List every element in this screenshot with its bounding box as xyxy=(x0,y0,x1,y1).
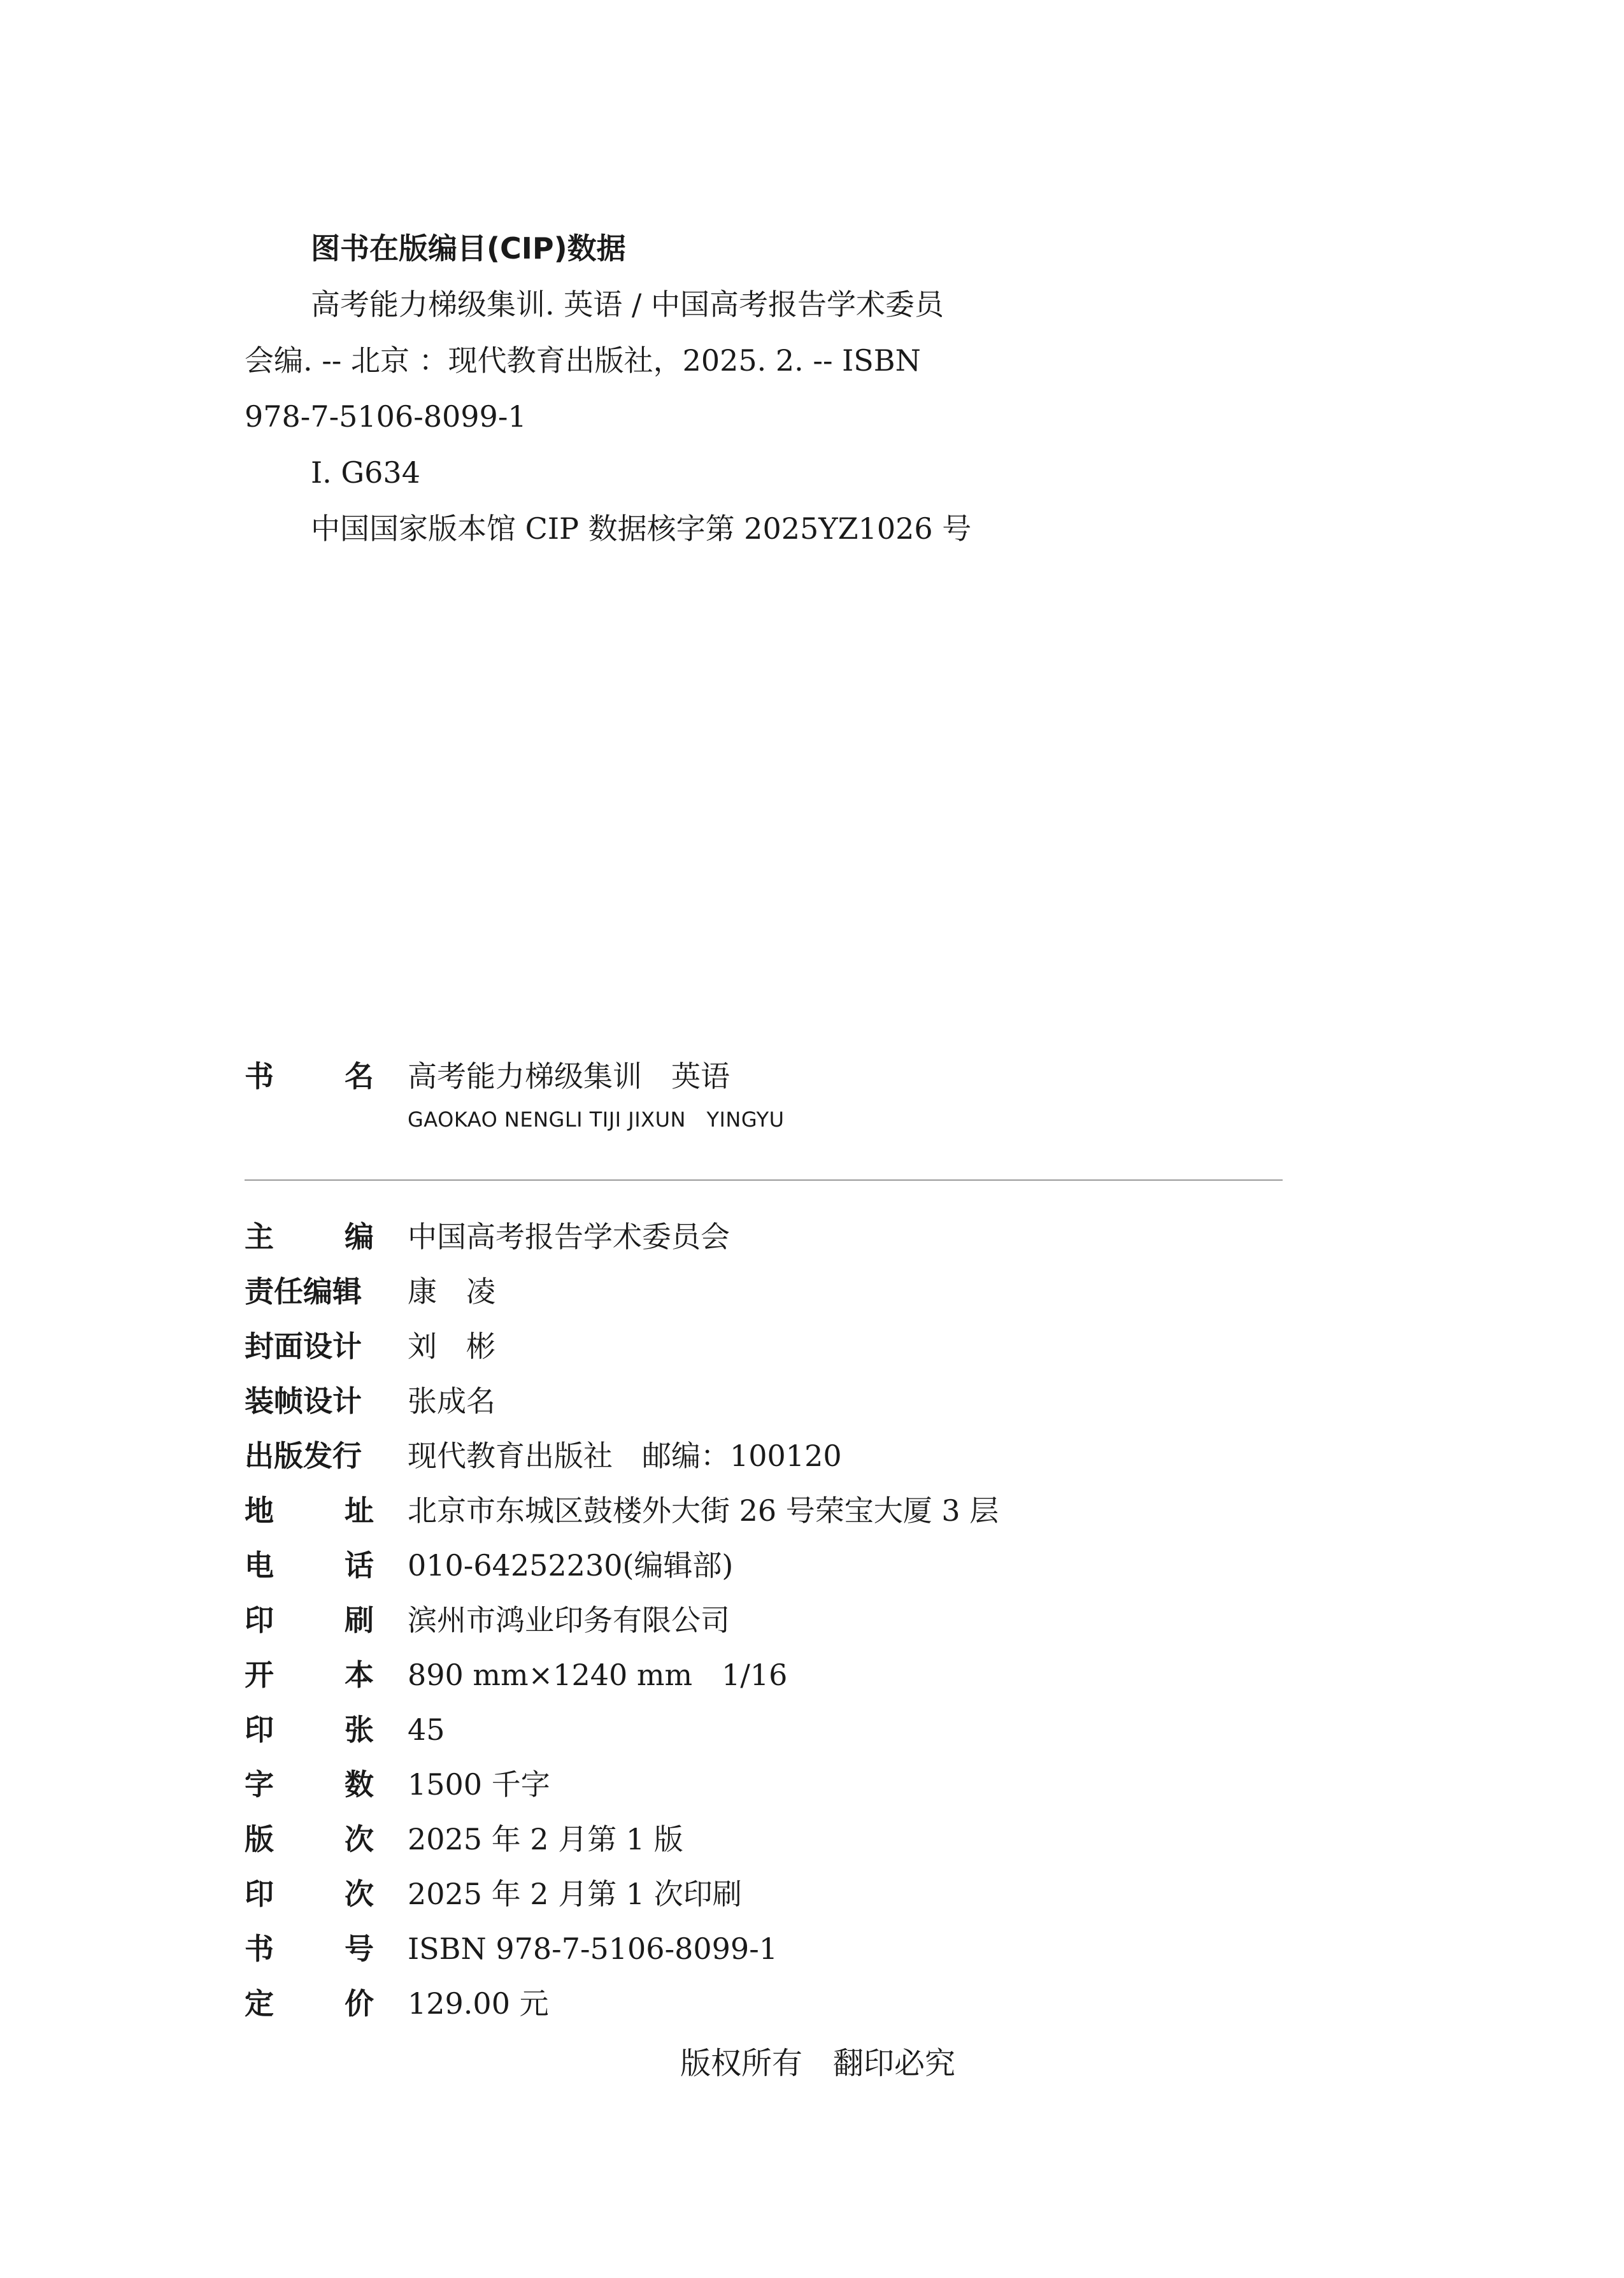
detail-row-address xyxy=(245,1491,1283,1530)
detail-value: 2025 年 2 月第 1 版 xyxy=(408,1822,683,1856)
label-char: 版 xyxy=(245,1822,274,1856)
label-char: 次 xyxy=(345,1877,374,1911)
detail-value: 中国高考报告学术委员会 xyxy=(408,1220,730,1254)
book-title: 高考能力梯级集训 英语 xyxy=(408,1059,730,1093)
detail-row-binding-design xyxy=(245,1382,1283,1420)
label-char: 印 xyxy=(245,1603,274,1637)
label-char: 编 xyxy=(345,1220,374,1254)
divider-line xyxy=(245,1179,1283,1181)
detail-value: 滨州市鸿业印务有限公司 xyxy=(408,1603,730,1637)
detail-value: 010-64252230(编辑部) xyxy=(408,1548,734,1583)
detail-row-publisher xyxy=(245,1437,1283,1475)
detail-value: 现代教育出版社 邮编：100120 xyxy=(408,1439,842,1473)
book-title-pinyin: GAOKAO NENGLI TIJI JIXUN YINGYU xyxy=(408,1107,785,1132)
detail-value: 北京市东城区鼓楼外大街 26 号荣宝大厦 3 层 xyxy=(408,1493,999,1528)
detail-value: 129.00 元 xyxy=(408,1986,549,2021)
detail-value: 890 mm×1240 mm 1/16 xyxy=(408,1658,788,1692)
detail-value: 张成名 xyxy=(408,1384,495,1418)
label-char: 刷 xyxy=(345,1603,374,1637)
label-char: 址 xyxy=(345,1493,374,1528)
label-char: 次 xyxy=(345,1822,374,1856)
detail-row-edition xyxy=(245,1820,1283,1858)
detail-label: 出版发行 xyxy=(245,1439,362,1473)
detail-value: 1500 千字 xyxy=(408,1767,550,1802)
label-char: 字 xyxy=(245,1767,274,1802)
label-char: 张 xyxy=(345,1712,374,1747)
detail-value: 2025 年 2 月第 1 次印刷 xyxy=(408,1877,742,1911)
detail-row-cover-design xyxy=(245,1327,1283,1365)
detail-value: ISBN 978-7-5106-8099-1 xyxy=(408,1932,778,1966)
detail-value: 45 xyxy=(408,1712,445,1747)
detail-row-printer xyxy=(245,1601,1283,1639)
detail-row-printing xyxy=(245,1875,1283,1913)
label-char: 数 xyxy=(345,1767,374,1802)
detail-label: 装帧设计 xyxy=(245,1384,362,1418)
cip-title: 图书在版编目(CIP)数据 xyxy=(311,231,626,266)
label-char: 书 xyxy=(245,1059,274,1093)
detail-value: 刘 彬 xyxy=(408,1329,495,1363)
cip-line-2: 会编. -- 北京 ：现代教育出版社，2025. 2. -- ISBN xyxy=(245,343,921,378)
detail-value: 康 凌 xyxy=(408,1274,495,1309)
detail-row-responsible-editor xyxy=(245,1272,1283,1311)
detail-row-phone xyxy=(245,1546,1283,1584)
label-char: 电 xyxy=(245,1548,274,1583)
label-char: 开 xyxy=(245,1658,274,1692)
label-char: 书 xyxy=(245,1932,274,1966)
detail-row-format xyxy=(245,1656,1283,1694)
cip-line-3: 978-7-5106-8099-1 xyxy=(245,399,527,434)
label-char: 本 xyxy=(345,1658,374,1692)
label-char: 名 xyxy=(345,1059,374,1093)
detail-row-sheets xyxy=(245,1711,1283,1749)
label-char: 地 xyxy=(245,1493,274,1528)
label-char: 定 xyxy=(245,1986,274,2021)
book-name-block xyxy=(245,1057,1283,1159)
detail-row-word-count xyxy=(245,1765,1283,1804)
detail-row-isbn xyxy=(245,1930,1283,1968)
label-char: 印 xyxy=(245,1877,274,1911)
detail-label: 封面设计 xyxy=(245,1329,362,1363)
cip-line-5: 中国国家版本馆 CIP 数据核字第 2025YZ1026 号 xyxy=(311,511,972,546)
copyright-notice: 版权所有 翻印必究 xyxy=(680,2046,956,2081)
detail-label: 责任编辑 xyxy=(245,1274,362,1309)
cip-line-4: Ⅰ. G634 xyxy=(311,455,420,490)
label-char: 价 xyxy=(345,1986,374,2021)
detail-row-chief-editor xyxy=(245,1218,1283,1256)
label-char: 印 xyxy=(245,1712,274,1747)
detail-row-price xyxy=(245,1984,1283,2023)
label-char: 号 xyxy=(345,1932,374,1966)
cip-line-1: 高考能力梯级集训. 英语 / 中国高考报告学术委员 xyxy=(311,287,944,322)
label-char: 话 xyxy=(345,1548,374,1583)
label-char: 主 xyxy=(245,1220,274,1254)
